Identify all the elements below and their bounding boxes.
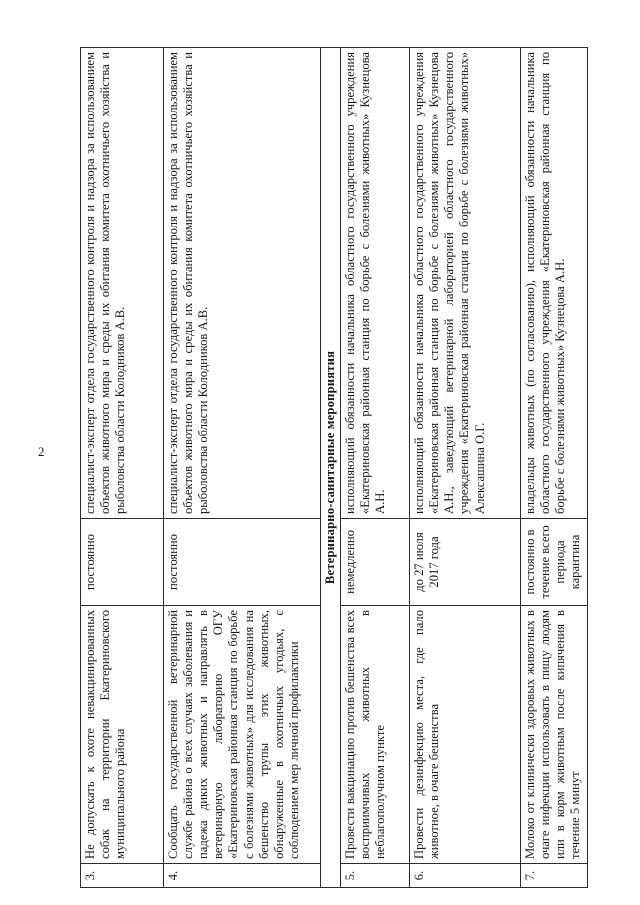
row-number: 7. — [521, 864, 588, 888]
page-number: 2 — [38, 444, 45, 459]
row-number: 6. — [410, 864, 521, 888]
action-cell: Провести вакцинацию против бешенства всех восприимчивых животных в неблагополучном пункте — [341, 606, 410, 864]
row-number: 5. — [341, 864, 410, 888]
action-cell: Не допускать к охоте невакцинированных собак на территории Екатериновского муниципального района — [81, 606, 164, 864]
table-row — [81, 48, 164, 888]
term-cell: постоянно в течение всего периода карантина — [521, 519, 588, 606]
term-cell: до 27 июля 2017 года — [410, 519, 521, 606]
action-cell: Сообщать государственной ветеринарной службе района о всех случаях заболевания и падежа диких животных и направлять в ветеринарную лабораторию ОГУ «Екатериновская районная станция по борьбе с болезнями животных» для исследования на бешенство трупы этих животных, обнаруженные в охотничьих угодьях, с соблюдением мер личной профилактики — [164, 606, 321, 864]
table-row — [410, 48, 521, 888]
responsible-cell: специалист-эксперт отдела государственного контроля и надзора за использованием объектов животного мира и среды их обитания комитета охотничьего хозяйства и рыболовства области Колодников А.В. — [81, 48, 164, 519]
measures-table — [80, 47, 588, 888]
term-cell: немедленно — [341, 519, 410, 606]
responsible-cell: исполняющий обязанности начальника областного государственного учреждения «Екатериновская районная станция по борьбе с болезнями животных» Кузнецова А.Н., заведующий ветеринарной лабораторией областного государственного учреждения «Екатериновская районная станция по борьбе с болезнями животных» Алексашина О.Г. — [410, 48, 521, 519]
section-title: Ветеринарно-санитарные мероприятия — [321, 48, 341, 888]
table-row — [521, 48, 588, 888]
table-row — [341, 48, 410, 888]
responsible-cell: исполняющий обязанности начальника областного государственного учреждения «Екатериновская районная станция по борьбе с болезнями животных» Кузнецова А.Н. — [341, 48, 410, 519]
term-cell: постоянно — [81, 519, 164, 606]
row-number: 3. — [81, 864, 164, 888]
action-cell: Молоко от клинически здоровых животных в очаге инфекции использовать в пищу людям или в корм животным после кипячения в течение 5 минут — [521, 606, 588, 864]
table-row — [164, 48, 321, 888]
responsible-cell: владельцы животных (по согласованию), исполняющий обязанности начальника областного государственного учреждения «Екатериновская районная станция по борьбе с болезнями животных» Кузнецова А.Н. — [521, 48, 588, 519]
responsible-cell: специалист-эксперт отдела государственного контроля и надзора за использованием объектов животного мира и среды их обитания комитета охотничьего хозяйства и рыболовства области Колодников А.В. — [164, 48, 321, 519]
section-row — [321, 48, 341, 888]
action-cell: Провести дезинфекцию места, где пало животное, в очаге бешенства — [410, 606, 521, 864]
row-number: 4. — [164, 864, 321, 888]
rotated-table-container — [80, 48, 585, 888]
term-cell: постоянно — [164, 519, 321, 606]
